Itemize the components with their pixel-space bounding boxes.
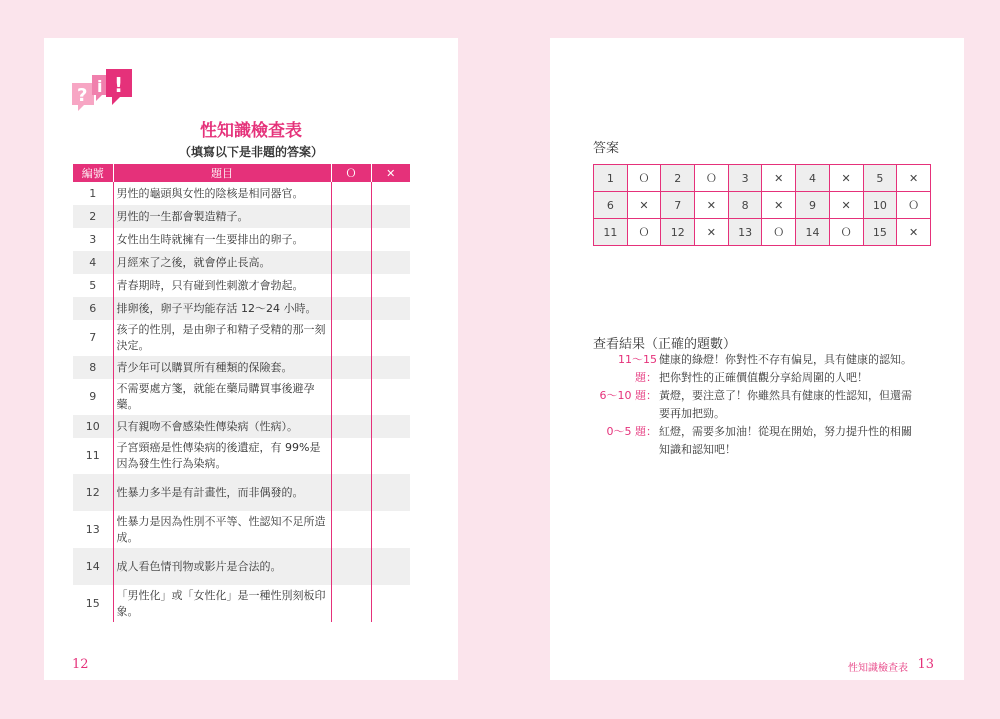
answer-value: Ｏ (627, 219, 661, 246)
question-text: 子宮頸癌是性傳染病的後遺症，有 99%是因為發生性行為染病。 (113, 438, 331, 474)
results-label: 查看結果（正確的題數） (593, 337, 737, 352)
answers-label: 答案 (593, 141, 620, 156)
question-text: 月經來了之後，就會停止長高。 (113, 251, 331, 274)
answer-number: 4 (796, 165, 830, 192)
answer-value: ✕ (897, 219, 931, 246)
answer-number: 11 (594, 219, 628, 246)
answer-number: 8 (728, 192, 762, 219)
question-number: 13 (85, 522, 100, 536)
svg-text:!: ! (114, 73, 124, 97)
question-text: 性暴力多半是有計畫性，而非偶發的。 (113, 474, 331, 511)
answer-number: 3 (728, 165, 762, 192)
answer-o-cell[interactable] (331, 320, 371, 356)
question-number: 15 (85, 596, 100, 610)
answer-number: 6 (594, 192, 628, 219)
answer-value: Ｏ (695, 165, 729, 192)
answer-value: ✕ (829, 165, 863, 192)
result-line: 黃燈，要注意了！你雖然具有健康的性認知，但還需 (659, 389, 912, 402)
table-row (73, 511, 410, 548)
question-number: 2 (73, 205, 113, 228)
question-number: 9 (89, 390, 97, 403)
answer-value: ✕ (695, 219, 729, 246)
table-row (73, 297, 410, 320)
answer-o-cell[interactable] (331, 474, 371, 511)
result-line: 要再加把勁。 (659, 407, 725, 420)
question-text: 青春期時，只有碰到性刺激才會勃起。 (113, 274, 331, 297)
page-subtitle: （填寫以下是非題的答案） (178, 145, 323, 159)
table-row (73, 356, 410, 379)
answer-x-cell[interactable] (371, 585, 410, 622)
page-title: 性知識檢查表 (200, 121, 302, 141)
question-exclamation-icon (72, 69, 134, 117)
answer-row (594, 165, 931, 192)
left-page (44, 38, 458, 680)
header-question: 題目 (113, 164, 331, 182)
question-number: 3 (89, 232, 97, 246)
question-text: 「男性化」或「女性化」是一種性別刻板印象。 (113, 585, 331, 622)
result-text (659, 423, 939, 459)
question-text: 性暴力是因為性別不平等、性認知不足所造成。 (113, 511, 331, 548)
svg-text:i: i (97, 77, 103, 96)
table-row (73, 548, 410, 585)
result-text (659, 351, 939, 387)
answer-x-cell[interactable] (371, 438, 410, 474)
answer-value: ✕ (695, 192, 729, 219)
answer-x-cell[interactable] (371, 548, 410, 585)
answer-o-cell[interactable] (331, 251, 371, 274)
page-number: 12 (72, 657, 89, 672)
answer-x-cell[interactable] (371, 415, 410, 438)
answer-number: 5 (863, 165, 897, 192)
answer-o-cell[interactable] (331, 585, 371, 622)
answer-o-cell[interactable] (331, 379, 371, 415)
question-number: 11 (85, 449, 100, 462)
table-row (73, 205, 410, 228)
answer-o-cell[interactable] (331, 274, 371, 297)
result-line: 健康的綠燈！你對性不存有偏見，具有健康的認知。 (659, 353, 912, 366)
question-text: 不需要處方箋，就能在藥局購買事後避孕藥。 (113, 379, 331, 415)
svg-text:?: ? (77, 85, 88, 106)
answer-x-cell[interactable] (371, 297, 410, 320)
table-row (73, 320, 410, 356)
header-x: ✕ (371, 164, 410, 182)
table-row (73, 585, 410, 622)
result-range: 6～10 題： (599, 389, 657, 402)
question-text: 女性出生時就擁有一生要排出的卵子。 (113, 228, 331, 251)
answer-o-cell[interactable] (331, 511, 371, 548)
answer-value: ✕ (762, 165, 796, 192)
result-item (593, 351, 938, 387)
table-row (73, 415, 410, 438)
question-text: 男性的一生都會製造精子。 (113, 205, 331, 228)
question-text: 排卵後，卵子平均能存活 12～24 小時。 (113, 297, 331, 320)
answer-o-cell[interactable] (331, 205, 371, 228)
question-text: 成人看色情刊物或影片是合法的。 (113, 548, 331, 585)
answer-number: 15 (863, 219, 897, 246)
result-range: 11～15 題： (618, 353, 657, 384)
answer-o-cell[interactable] (331, 228, 371, 251)
question-number: 7 (89, 331, 97, 344)
answer-value: ✕ (762, 192, 796, 219)
question-number: 1 (89, 186, 97, 200)
answer-number: 7 (661, 192, 695, 219)
result-range: 0～5 題： (606, 425, 657, 438)
answer-number: 9 (796, 192, 830, 219)
answer-value: ✕ (897, 165, 931, 192)
header-o: Ｏ (331, 164, 371, 182)
answer-row (594, 192, 931, 219)
question-text: 只有親吻不會感染性傳染病（性病）。 (113, 415, 331, 438)
header-number: 編號 (73, 164, 113, 182)
answer-o-cell[interactable] (331, 415, 371, 438)
answer-x-cell[interactable] (371, 320, 410, 356)
answer-value: Ｏ (762, 219, 796, 246)
question-number: 6 (73, 297, 113, 320)
answer-x-cell[interactable] (371, 205, 410, 228)
question-text: 孩子的性別，是由卵子和精子受精的那一刻決定。 (113, 320, 331, 356)
table-row (73, 182, 410, 205)
answer-o-cell[interactable] (331, 548, 371, 585)
result-text (659, 387, 939, 423)
answers-table (593, 164, 931, 246)
question-text: 青少年可以購買所有種類的保險套。 (113, 356, 331, 379)
answer-value: Ｏ (829, 219, 863, 246)
answer-number: 1 (594, 165, 628, 192)
result-line: 知識和認知吧！ (659, 443, 736, 456)
answer-o-cell[interactable] (331, 297, 371, 320)
answer-x-cell[interactable] (371, 356, 410, 379)
table-row (73, 474, 410, 511)
answer-o-cell[interactable] (331, 438, 371, 474)
table-row (73, 251, 410, 274)
answer-value: ✕ (829, 192, 863, 219)
table-row (73, 379, 410, 415)
right-page (550, 38, 964, 680)
answer-value: ✕ (627, 192, 661, 219)
question-number: 8 (73, 356, 113, 379)
answer-o-cell[interactable] (331, 356, 371, 379)
answer-x-cell[interactable] (371, 251, 410, 274)
answer-number: 2 (661, 165, 695, 192)
answer-number: 10 (863, 192, 897, 219)
answer-x-cell[interactable] (371, 182, 410, 205)
quiz-table (73, 164, 410, 622)
answer-x-cell[interactable] (371, 228, 410, 251)
table-row (73, 228, 410, 251)
result-line: 紅燈，需要多加油！從現在開始，努力提升性的相關 (659, 425, 912, 438)
question-number: 4 (73, 251, 113, 274)
answer-row (594, 219, 931, 246)
answer-number: 12 (661, 219, 695, 246)
answer-number: 13 (728, 219, 762, 246)
question-number: 14 (73, 548, 113, 585)
page-number: 13 (917, 657, 934, 672)
answer-x-cell[interactable] (371, 379, 410, 415)
answer-o-cell[interactable] (331, 182, 371, 205)
result-line: 把你對性的正確價值觀分享給周圍的人吧！ (659, 371, 868, 384)
answer-x-cell[interactable] (371, 474, 410, 511)
answer-x-cell[interactable] (371, 511, 410, 548)
result-item (593, 387, 938, 423)
table-row (73, 274, 410, 297)
answer-value: Ｏ (627, 165, 661, 192)
question-text: 男性的龜頭與女性的陰核是相同器官。 (113, 182, 331, 205)
footer-title: 性知識檢查表 (848, 663, 908, 674)
table-row (73, 438, 410, 474)
question-number: 12 (73, 474, 113, 511)
result-item (593, 423, 938, 459)
question-number: 10 (73, 415, 113, 438)
question-number: 5 (89, 278, 97, 292)
answer-number: 14 (796, 219, 830, 246)
answer-x-cell[interactable] (371, 274, 410, 297)
answer-value: Ｏ (897, 192, 931, 219)
